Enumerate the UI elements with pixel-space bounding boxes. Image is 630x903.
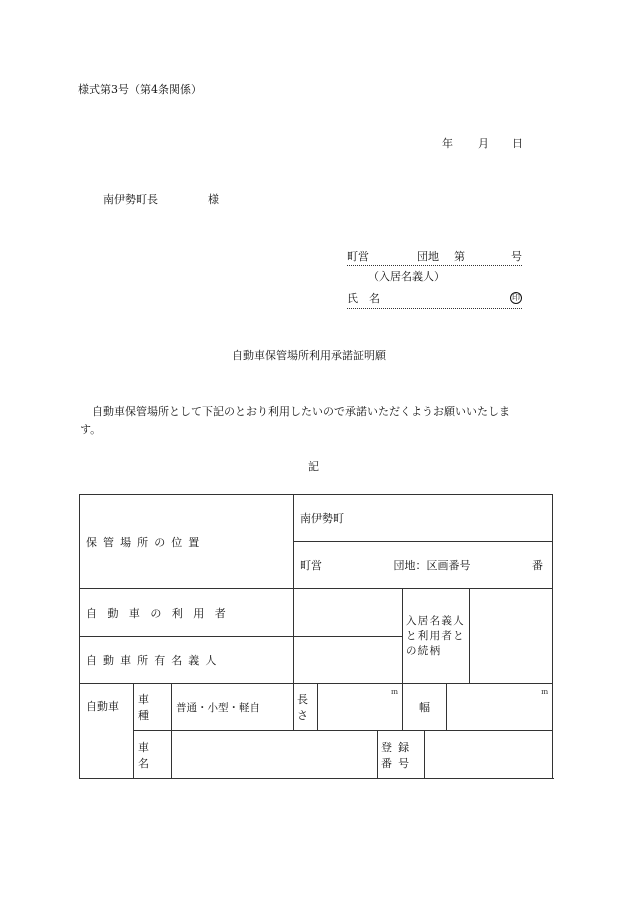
type-value-cell[interactable]	[172, 684, 294, 731]
location-town: 南伊勢町	[300, 512, 345, 525]
location-label-cell	[80, 495, 294, 589]
relation-label: 入居名義人と利用者との続柄	[406, 614, 465, 657]
location-town-cell[interactable]	[294, 495, 553, 542]
body-line-2: す。	[80, 423, 102, 436]
name-label-cell	[134, 731, 172, 779]
reg-label-cell	[378, 731, 425, 779]
applicant-occupant-note: （入居名義人）	[368, 270, 445, 283]
type-value: 普通・小型・軽自	[176, 701, 260, 714]
user-label: 自動車の利用者	[86, 606, 237, 620]
ki-heading: 記	[308, 460, 319, 473]
date-day: 日	[512, 137, 523, 150]
car-name-value-cell[interactable]	[172, 731, 378, 779]
location-prefix: 町営	[300, 559, 323, 572]
length-label-cell	[294, 684, 318, 731]
applicant-housing-prefix: 町営	[347, 250, 369, 263]
applicant-danchi: 団地	[417, 250, 439, 263]
car-label: 自動車	[86, 700, 119, 713]
length-value-cell[interactable]	[318, 684, 403, 731]
location-detail-cell[interactable]	[294, 542, 553, 589]
body-line-1: 自動車保管場所として下記のとおり利用したいので承諾いただくようお願いいたしま	[92, 405, 510, 418]
applicant-name-label: 氏 名	[347, 292, 380, 305]
relation-label-cell	[403, 589, 470, 684]
owner-label: 自動車所有名義人	[86, 654, 223, 667]
width-unit: ｍ	[541, 688, 549, 696]
width-value-cell[interactable]	[447, 684, 553, 731]
applicant-address-line	[347, 265, 522, 266]
user-label-cell	[80, 589, 294, 637]
location-danchi: 団地：区画番号	[393, 559, 471, 572]
width-label: 幅	[419, 701, 431, 714]
form-number: 様式第3号（第4条関係）	[78, 83, 202, 96]
relation-value-cell[interactable]	[470, 589, 553, 684]
reg-value-cell[interactable]	[425, 731, 553, 779]
length-label: 長さ	[297, 693, 309, 722]
type-label-cell	[134, 684, 172, 731]
width-label-cell	[403, 684, 447, 731]
location-ban: 番	[532, 559, 544, 572]
length-unit: ｍ	[391, 688, 399, 696]
addressee-name: 南伊勢町長	[103, 193, 158, 206]
car-label-cell	[80, 684, 134, 779]
applicant-name-line	[347, 308, 522, 309]
date-year: 年	[442, 137, 453, 150]
applicant-dai: 第	[454, 250, 465, 263]
seal-mark: 印	[512, 293, 520, 302]
addressee-honorific: 様	[208, 193, 219, 206]
body-text	[80, 403, 510, 439]
owner-label-cell	[80, 637, 294, 684]
location-label: 保管場所の位置	[86, 535, 206, 549]
applicant-go: 号	[511, 250, 522, 263]
owner-value-cell[interactable]	[294, 637, 403, 684]
application-table	[79, 494, 553, 779]
car-name-label: 車名	[138, 740, 156, 770]
reg-label: 登録番号	[381, 740, 416, 770]
user-value-cell[interactable]	[294, 589, 403, 637]
type-label: 車種	[138, 693, 156, 722]
date-month: 月	[478, 137, 489, 150]
document-title: 自動車保管場所利用承諾証明願	[232, 349, 386, 362]
